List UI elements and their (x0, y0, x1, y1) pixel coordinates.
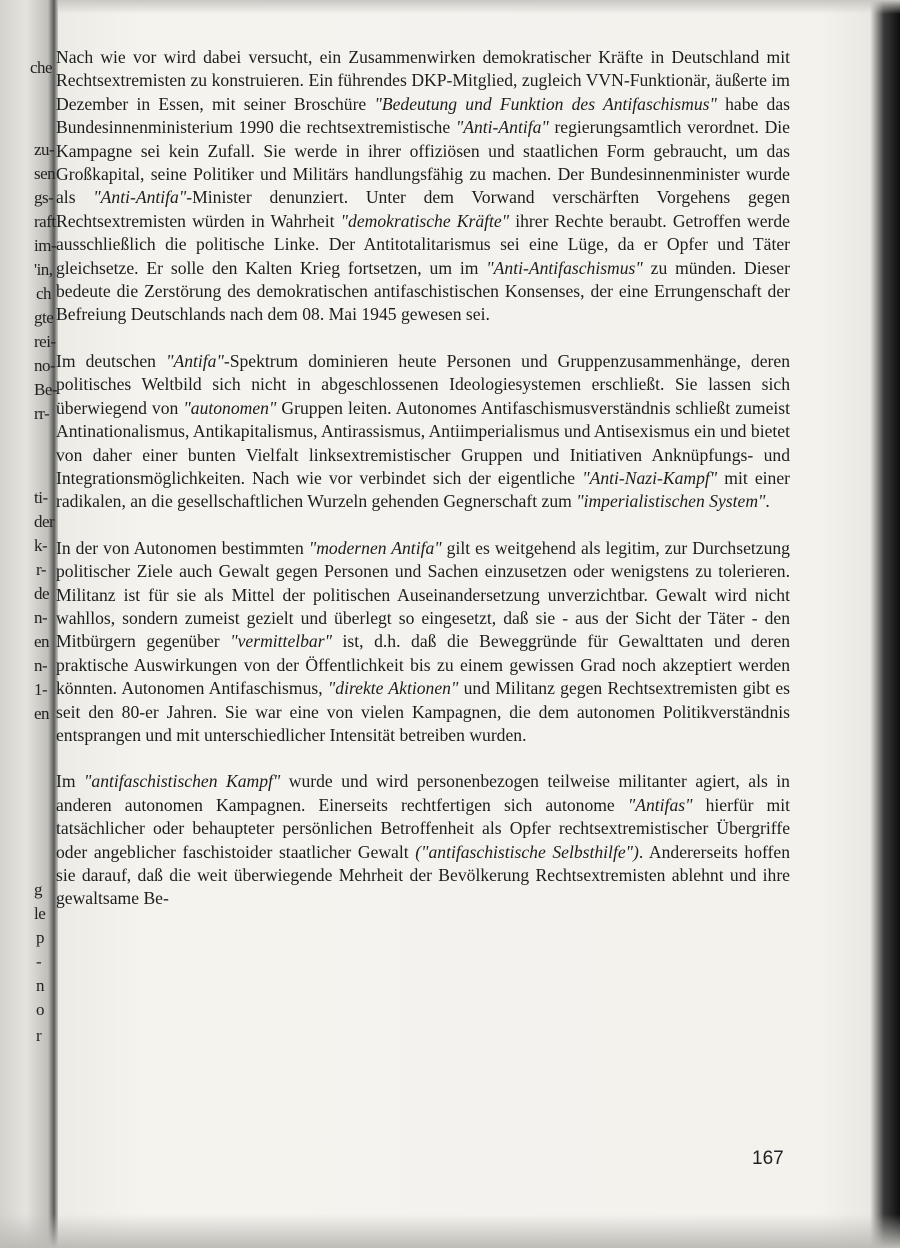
paragraph-3 (56, 537, 790, 748)
text-run: regierungsamtlich verordnet. Die Kampagne sei kein Zufall. Sie werde in ihrer offiziösen und staatlichen Form gebraucht, um das Großkapital, seine Politiker und Militärs handlungsfähig zu machen. Der Bundesinnenminister wurde als (56, 117, 790, 208)
gutter-fragment: p (36, 928, 44, 947)
gutter-fragment: im- (34, 236, 57, 255)
gutter-fragment: n- (34, 656, 48, 675)
gutter-fragment: 'in, (34, 260, 53, 279)
quoted-term: "vermittelbar" (230, 631, 332, 652)
gutter-fragment: ti- (34, 488, 48, 507)
text-run: -Spektrum dominieren heute Personen und Gruppenzusammenhänge, deren politisches Weltbild sich nicht in abgeschlossenen Ideologiesystemen erschließt. Sie lassen sich überwiegend von (56, 350, 790, 418)
gutter-fragment: rei- (34, 332, 56, 351)
gutter-fragment: gte (34, 308, 54, 327)
text-run: -Minister denunziert. Unter dem Vorwand verschärften Vorgehens gegen Rechtsextremisten würden in Wahrheit (56, 187, 790, 231)
text-run: ist, d.h. daß die Beweggründe für Gewalttaten und deren praktische Auswirkungen von der Öffentlichkeit bis zu einem gewissen Grad noch akzeptiert werden könnten. Autonomen Antifaschismus, (56, 631, 791, 699)
quoted-term: "Bedeutung und Funktion des Antifaschismus" (374, 93, 717, 114)
quoted-term: ("antifaschistische Selbsthilfe") (415, 841, 639, 862)
quoted-term: "antifaschistischen Kampf" (84, 771, 281, 792)
text-run: ihrer Rechte beraubt. Getroffen werde ausschließlich die politische Linke. Der Antitotalitarismus sei eine Lüge, da er Opfer und Täter gleichsetze. Er solle den Kalten Krieg fortsetzen, um im (56, 210, 790, 278)
gutter-fragment: der (34, 512, 55, 531)
top-edge-shadow (0, 0, 900, 14)
gutter-fragment: rr- (34, 404, 50, 423)
gutter-fragment: che (30, 58, 53, 77)
quoted-term: "Antifas" (627, 794, 693, 815)
text-run: wurde und wird personenbezogen teilweise militanter agiert, als in anderen autonomen Kampagnen. Einerseits rechtfertigen sich autonome (56, 771, 790, 815)
gutter-fragment: Be- (34, 380, 58, 399)
quoted-term: "modernen Antifa" (308, 537, 442, 558)
text-run: zu münden. Dieser bedeute die Zerstörung des demokratischen antifaschistischen Konsenses, der eine Errungenschaft der Befreiung Deutschlands nach dem 08. Mai 1945 gewesen sei. (56, 257, 790, 325)
gutter-fragment: sen (34, 164, 56, 183)
quoted-term: "imperialistischen System" (576, 491, 766, 512)
text-run: . Andererseits hoffen sie darauf, daß die weit überwiegende Mehrheit der Bevölkerung Rechtsextremisten ablehnt und ihre gewaltsame Be- (56, 841, 790, 909)
body-text (56, 46, 790, 934)
gutter-fragment: no- (34, 356, 56, 375)
text-run: und Militanz gegen Rechtsextremisten gibt es seit den 80-er Jahren. Sie war eine von vielen Kampagnen, die dem autonomen Politikverständnis entsprangen und mit unterschiedlicher Intensität betreiben wurden. (56, 678, 790, 745)
page-number: 167 (752, 1148, 784, 1169)
text-run: Im deutschen (56, 350, 167, 371)
quoted-term: "Anti-Antifaschismus" (486, 257, 643, 278)
gutter-fragment: gs- (34, 188, 54, 207)
quoted-term: "Antifa" (166, 350, 224, 371)
gutter-fragment: n (36, 976, 44, 995)
paragraph-2 (56, 350, 790, 514)
text-run: habe das Bundesinnenministerium 1990 die rechtsextremistische (56, 93, 790, 138)
gutter-fragment: k- (34, 536, 48, 555)
gutter-fragment: r (36, 1026, 42, 1045)
text-run: mit einer radikalen, an die gesellschaftlichen Wurzeln gehenden Gegnerschaft zum (56, 467, 791, 512)
quoted-term: "autonomen" (183, 397, 277, 418)
quoted-term: "demokratische Kräfte" (340, 210, 510, 231)
quoted-term: "direkte Aktionen" (327, 678, 459, 699)
text-run: gilt es weitgehend als legitim, zur Durchsetzung politischer Ziele auch Gewalt gegen Personen und Sachen einzusetzen oder wenigstens zu tolerieren. Militanz ist für sie als Mittel der politischen Auseinandersetzung unverzichtbar. Gewalt wird nicht wahllos, sondern zumeist gezielt und überlegt so eingesetzt, daß sie - aus der Sicht der Täter - den Mitbürgern gegenüber (56, 537, 790, 652)
paragraph-1 (56, 46, 790, 327)
gutter-fragment: g (34, 880, 42, 899)
gutter-fragment: o (36, 1000, 44, 1019)
gutter-fragment: n- (34, 608, 48, 627)
text-run: hierfür mit tatsächlicher oder behaupteter persönlichen Betroffenheit als Opfer rechtsextremistischer Übergriffe oder angeblicher faschistoider staatlicher Gewalt (56, 794, 790, 862)
gutter-fragment: r- (36, 560, 46, 579)
gutter-fragment: - (36, 952, 42, 971)
gutter-fragment: zu- (34, 140, 55, 159)
gutter-fragment: ch (36, 284, 52, 303)
facing-page-gutter (0, 0, 58, 1248)
text-run: Nach wie vor wird dabei versucht, ein Zusammenwirken demokratischer Kräfte in Deutschland mit Rechtsextremisten zu konstruieren. Ein führendes DKP-Mitglied, zugleich VVN-Funktionär, äußerte im Dezember in Essen, mit seiner Broschüre (56, 47, 790, 114)
text-run: Im (56, 771, 85, 792)
gutter-fragment: 1- (34, 680, 48, 699)
quoted-term: "Anti-Antifa" (93, 187, 187, 208)
gutter-fragment: de (34, 584, 50, 603)
gutter-fragment: raft (34, 212, 56, 231)
quoted-term: "Anti-Nazi-Kampf" (582, 467, 718, 488)
paragraph-4 (56, 770, 790, 910)
quoted-term: "Anti-Antifa" (455, 117, 549, 138)
gutter-fragment: en (34, 704, 50, 723)
gutter-fragment: le (34, 904, 46, 923)
text-run: . (765, 491, 770, 512)
text-run: Gruppen leiten. Autonomes Antifaschismusverständnis schließt zumeist Antinationalismus, Antikapitalismus, Antirassismus, Antiimperialismus und Antisexismus ein und bietet von daher einer bunten Vielfalt linksextremistischer Gruppen und Initiativen Anknüpfungs- und Integrationsmöglichkeiten. Nach wie vor verbindet sich der eigentliche (56, 397, 790, 488)
text-run: In der von Autonomen bestimmten (56, 537, 309, 558)
gutter-fragment: en (34, 632, 50, 651)
bottom-edge-shadow (0, 1214, 900, 1248)
